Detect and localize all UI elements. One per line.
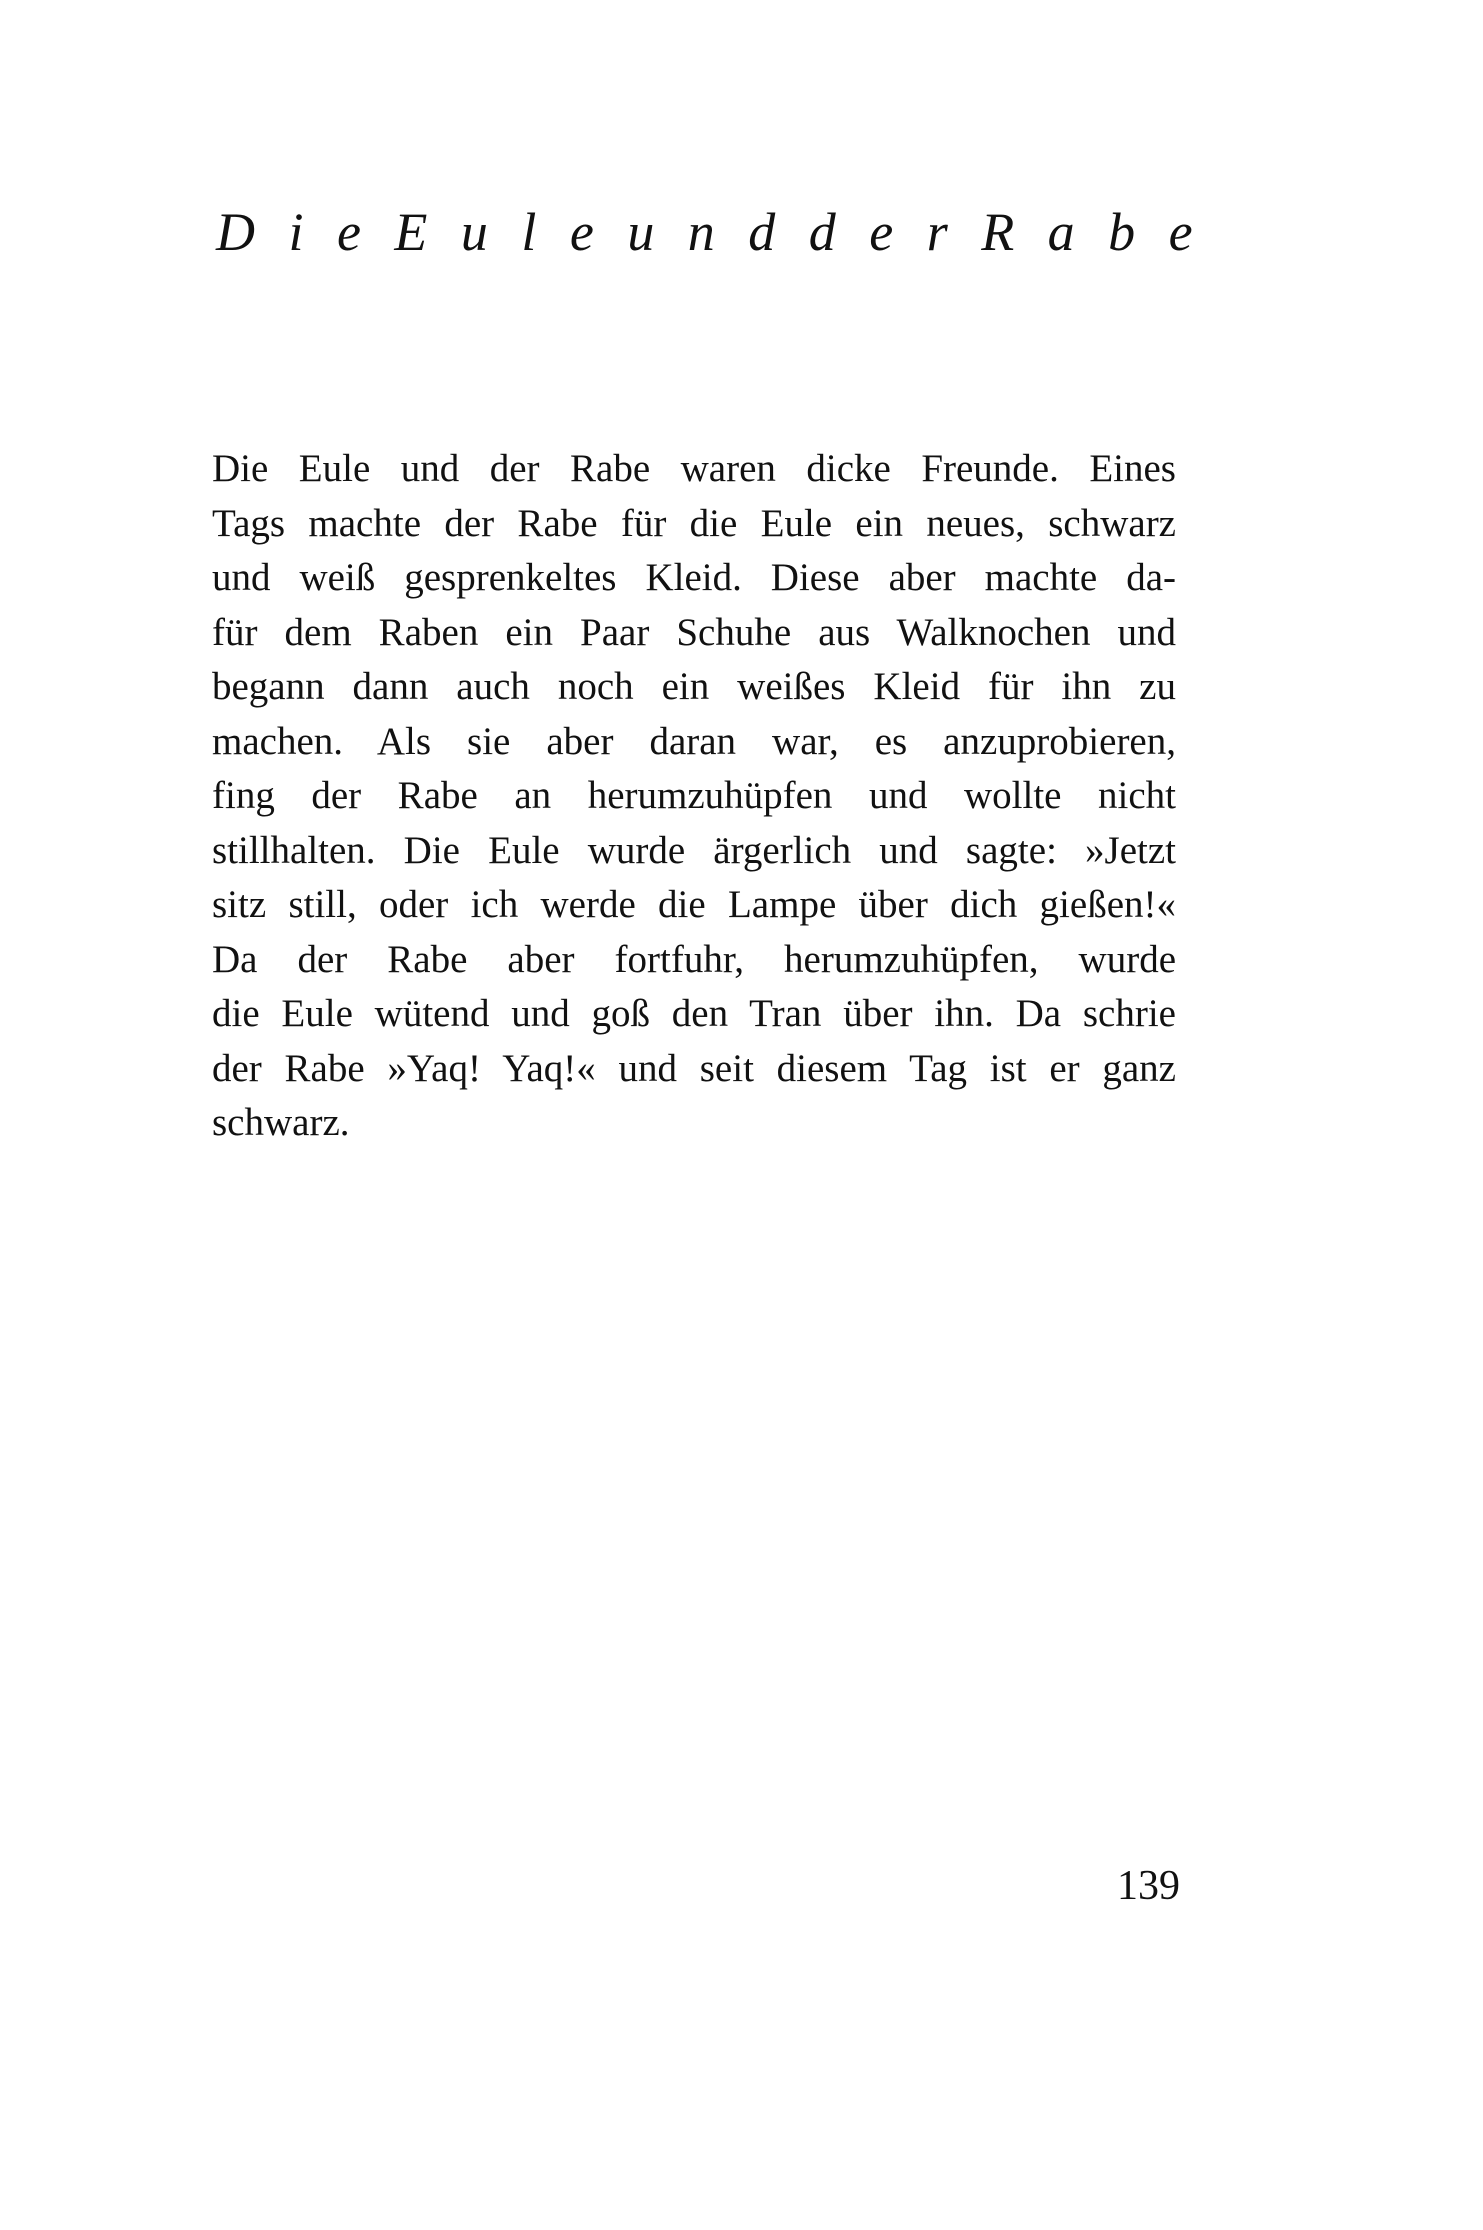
text-line: Die Eule und der Rabe waren dicke Freunde. Eines — [212, 447, 1176, 490]
page-title — [216, 197, 1227, 267]
text-line: machen. Als sie aber daran war, es anzuprobieren, — [212, 719, 1176, 763]
title-word: Eule — [394, 202, 628, 262]
text-line: Da der Rabe aber fortfuhr, herumzuhüpfen, wurde — [212, 937, 1176, 981]
text-line: für dem Raben ein Paar Schuhe aus Walknochen und — [212, 610, 1176, 654]
text-line: sitz still, oder ich werde die Lampe über dich gießen!« — [212, 883, 1176, 926]
text-line: die Eule wütend und goß den Tran über ihn. Da schrie — [212, 992, 1176, 1035]
text-line: der Rabe »Yaq! Yaq!« und seit diesem Tag ist er ganz — [212, 1046, 1176, 1090]
text-line: stillhalten. Die Eule wurde ärgerlich und sagte: »Jetzt — [212, 828, 1176, 872]
text-line: begann dann auch noch ein weißes Kleid für ihn zu — [212, 665, 1176, 708]
text-line: und weiß gesprenkeltes Kleid. Diese aber machte da- — [212, 556, 1176, 599]
text-line: fing der Rabe an herumzuhüpfen und wollte nicht — [212, 774, 1176, 817]
title-word: der — [808, 202, 982, 262]
text-line: Tags machte der Rabe für die Eule ein neues, schwarz — [212, 501, 1176, 545]
text-line: schwarz. — [212, 1101, 350, 1144]
title-word: und — [627, 202, 809, 262]
story-paragraph — [212, 442, 1176, 1151]
title-word: Die — [216, 202, 395, 262]
page-number: 139 — [1117, 1863, 1180, 1909]
title-word: Rabe — [981, 202, 1227, 262]
